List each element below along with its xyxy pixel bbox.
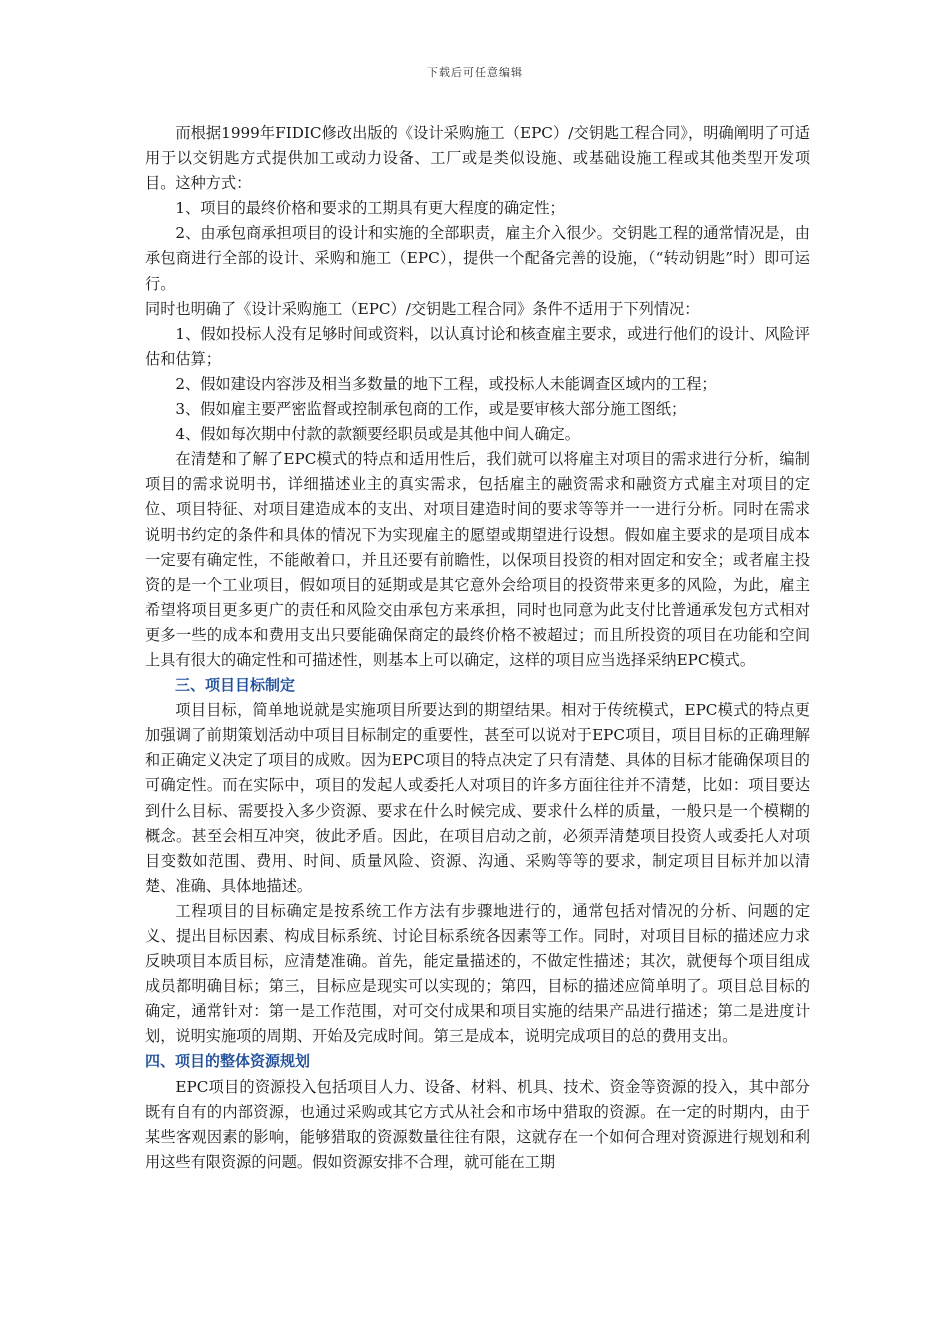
section-heading-4: 四、项目的整体资源规划 bbox=[145, 1052, 311, 1071]
page-header: 下载后可任意编辑 bbox=[427, 66, 523, 79]
condition-item-1: 1、假如投标人没有足够时间或资料，以认真讨论和核查雇主要求，或进行他们的设计、风险评估和估算； bbox=[145, 324, 810, 368]
paragraph-resource-planning: EPC项目的资源投入包括项目人力、设备、材料、机具、技术、资金等资源的投入，其中部分既有自有的内部资源，也通过采购或其它方式从社会和市场中猎取的资源。在一定的时期内，由于某些客观因素的影响，能够猎取的资源数量往往有限，这就存在一个如何合理对资源进行规划和利用这些有限资源的问题。假如资源安排不合理，就可能在工期 bbox=[145, 1077, 810, 1171]
paragraph-project-goal: 项目目标，简单地说就是实施项目所要达到的期望结果。相对于传统模式，EPC模式的特点更加强调了前期策划活动中项目目标制定的重要性，甚至可以说对于EPC项目，项目目标的正确理解和正确定义决定了项目的成败。因为EPC项目的特点决定了只有清楚、具体的目标才能确保项目的可确定性。而在实际中，项目的发起人或委托人对项目的许多方面往往并不清楚，比如：项目要达到什么目标、需要投入多少资源、要求在什么时候完成、要求什么样的质量，一般只是一个模糊的概念。甚至会相互冲突，彼此矛盾。因此，在项目启动之前，必须弄清楚项目投资人或委托人对项目变数如范围、费用、时间、质量风险、资源、沟通、采购等等的要求，制定项目目标并加以清楚、准确、具体地描述。 bbox=[145, 701, 810, 895]
section-heading-3: 三、项目目标制定 bbox=[175, 676, 296, 695]
list-item-1: 1、项目的最终价格和要求的工期具有更大程度的确定性； bbox=[175, 199, 565, 218]
paragraph-epc-analysis: 在清楚和了解了EPC模式的特点和适用性后，我们就可以将雇主对项目的需求进行分析，编制项目的需求说明书，详细描述业主的真实需求，包括雇主的融资需求和融资方式雇主对项目的定位、项目特征、对项目建造成本的支出、对项目建造时间的要求等等并一一进行分析。同时在需求说明书约定的条件和具体的情况下为实现雇主的愿望或期望进行设想。假如雇主要求的是项目成本一定要有确定性，不能敞着口，并且还要有前瞻性，以保项目投资的相对固定和安全；或者雇主投资的是一个工业项目，假如项目的延期或是其它意外会给项目的投资带来更多的风险，为此，雇主希望将项目更多更广的责任和风险交由承包方来承担，同时也同意为此支付比普通承发包方式相对更多一些的成本和费用支出只要能确保商定的最终价格不被超过；而且所投资的项目在功能和空间上具有很大的确定性和可描述性，则基本上可以确定，这样的项目应当选择采纳EPC模式。 bbox=[145, 450, 810, 669]
list-item-2: 2、由承包商承担项目的设计和实施的全部职责，雇主介入很少。交钥匙工程的通常情况是，由承包商进行全部的设计、采购和施工（EPC），提供一个配备完善的设施，（“转动钥匙”时）即可运行。 bbox=[145, 224, 810, 293]
condition-item-3: 3、假如雇主要严密监督或控制承包商的工作，或是要审核大部分施工图纸； bbox=[175, 400, 687, 419]
paragraph-not-applicable: 同时也明确了《设计采购施工（EPC）/交钥匙工程合同》条件不适用于下列情况： bbox=[145, 299, 700, 318]
paragraph-goal-determination: 工程项目的目标确定是按系统工作方法有步骤地进行的，通常包括对情况的分析、问题的定义、提出目标因素、构成目标系统、讨论目标系统各因素等工作。同时，对项目目标的描述应力求反映项目本质目标，应清楚准确。首先，能定量描述的，不做定性描述；其次，就便每个项目组成成员都明确目标；第三，目标应是现实可以实现的；第四，目标的描述应简单明了。项目总目标的确定，通常针对：第一是工作范围，对可交付成果和项目实施的结果产品进行描述；第二是进度计划，说明实施项的周期、开始及完成时间。第三是成本，说明完成项目的总的费用支出。 bbox=[145, 901, 810, 1046]
document-body bbox=[145, 121, 810, 1175]
condition-item-4: 4、假如每次期中付款的款额要经职员或是其他中间人确定。 bbox=[175, 425, 580, 444]
condition-item-2: 2、假如建设内容涉及相当多数量的地下工程，或投标人未能调查区域内的工程； bbox=[175, 374, 717, 393]
paragraph-intro: 而根据1999年FIDIC修改出版的《设计采购施工（EPC）/交钥匙工程合同》，明确阐明了可适用于以交钥匙方式提供加工或动力设备、工厂或是类似设施、或基础设施工程或其他类型开发项目。这种方式： bbox=[145, 124, 810, 193]
